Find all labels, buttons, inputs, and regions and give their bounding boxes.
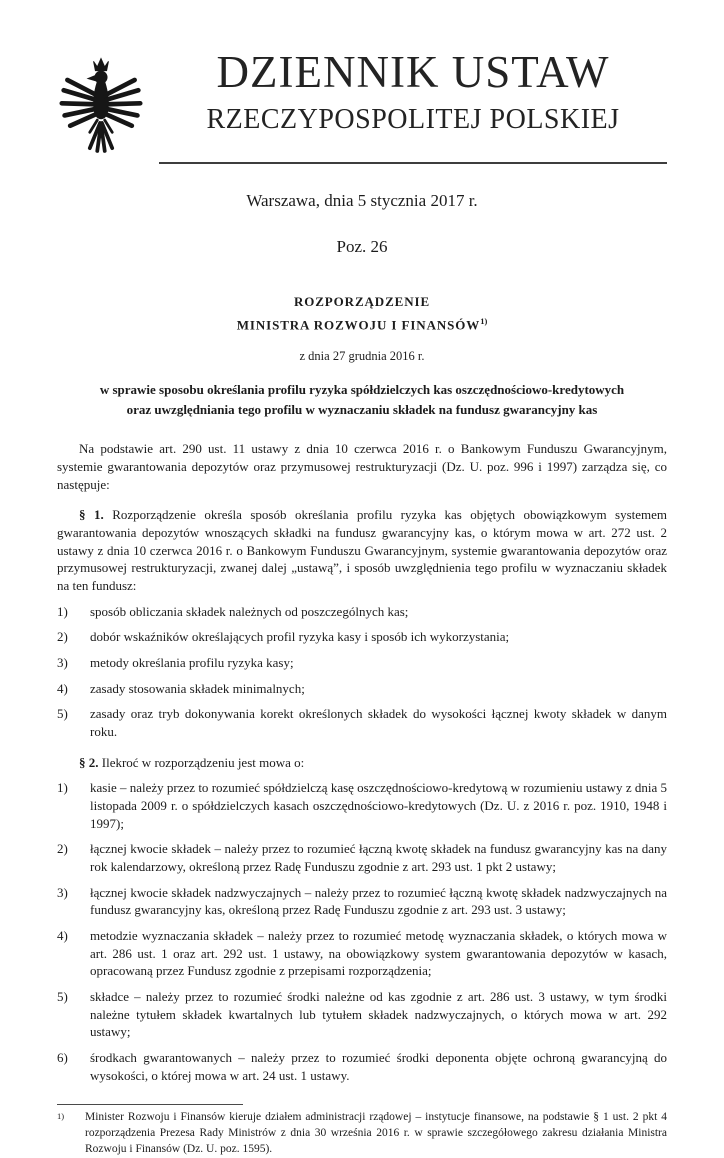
list-item-text: metodzie wyznaczania składek – należy przez to rozumieć metodę wyznaczania składek, o których mowa w art. 286 ust. 1 oraz art. 292 ust. 1 ustawy, na obowiązkowy system gwarantowania depozytów w kasach, opracowaną przez Fundusz zgodnie z przepisami rozporządzenia; bbox=[90, 928, 667, 979]
footnote-section bbox=[57, 1104, 667, 1158]
list-item bbox=[57, 988, 667, 1041]
paragraph-1 bbox=[57, 506, 667, 594]
list-item-text: składce – należy przez to rozumieć środki należne od kas zgodnie z art. 286 ust. 3 ustawy, w tym środki należne tytułem składek kwartalnych lub tytułem składek nadzwyczajnych, o których mowa w art. 292 ustawy; bbox=[90, 989, 667, 1040]
list-item bbox=[57, 680, 667, 698]
list-item-number: 1) bbox=[57, 603, 68, 619]
masthead-titles bbox=[159, 47, 667, 164]
list-item-text: metody określania profilu ryzyka kasy; bbox=[90, 655, 294, 671]
list-item-number: 3) bbox=[57, 884, 68, 900]
list-item bbox=[57, 927, 667, 980]
list-item-number: 2) bbox=[57, 629, 68, 645]
list-item-text: łącznej kwocie składek – należy przez to rozumieć łączną kwotę składek na fundusz gwarancyjny kas na dany rok kalendarzowy, określoną przez Radę Funduszu zgodnie z art. 293 ust. 1 pkt 2 ustawy; bbox=[90, 841, 667, 875]
paragraph-1-list bbox=[57, 603, 667, 741]
act-subject-line-2: oraz uwzględniania tego profilu w wyznaczaniu składek na fundusz gwarancyjny kas bbox=[126, 401, 598, 417]
eagle-icon bbox=[59, 52, 143, 164]
act-subject-line-1: w sprawie sposobu określania profilu ryzyka spółdzielczych kas oszczędnościowo-kredytowych bbox=[99, 382, 625, 398]
act-type-heading: ROZPORZĄDZENIE bbox=[293, 294, 431, 309]
list-item-number: 4) bbox=[57, 680, 68, 696]
list-item-text: łącznej kwocie składek nadzwyczajnych – należy przez to rozumieć łączną kwotę składek nadzwyczajnych na fundusz gwarancyjny kas, określoną przez Radę Funduszu zgodnie z art. 293 ust. 3 ustawy; bbox=[90, 884, 667, 918]
list-item-number: 2) bbox=[57, 841, 68, 857]
paragraph-2-text: Ilekroć w rozporządzeniu jest mowa o: bbox=[101, 754, 305, 770]
list-item-text: środkach gwarantowanych – należy przez to rozumieć środki deponenta objęte ochroną gwarancyjną do wysokości, o której mowa w art. 24 ust. 1 ustawy. bbox=[90, 1050, 667, 1083]
paragraph-2-label: § 2. bbox=[79, 754, 99, 770]
list-item-number: 5) bbox=[57, 706, 68, 722]
list-item-number: 3) bbox=[57, 655, 68, 671]
journal-subtitle: RZECZYPOSPOLITEJ POLSKIEJ bbox=[206, 103, 620, 135]
list-item bbox=[57, 654, 667, 672]
list-item bbox=[57, 779, 667, 832]
list-item-text: zasady oraz tryb dokonywania korekt określonych składek do wysokości łącznej kwoty składek w danym roku. bbox=[90, 706, 667, 740]
footnote-marker: 1) bbox=[57, 1111, 65, 1122]
list-item-number: 5) bbox=[57, 989, 68, 1005]
footnote-text: Minister Rozwoju i Finansów kieruje działem administracji rządowej – instytucje finansowe, na podstawie § 1 ust. 2 pkt 4 rozporządzenia Prezesa Rady Ministrów z dnia 30 września 2016 r. w sprawie szczegółowego zakresu działania Ministra Rozwoju i Finansów (Dz. U. poz. 1595). bbox=[85, 1111, 667, 1156]
list-item bbox=[57, 840, 667, 875]
list-item bbox=[57, 628, 667, 646]
list-item-number: 6) bbox=[57, 1050, 68, 1066]
act-issuer-heading bbox=[57, 316, 667, 333]
list-item bbox=[57, 705, 667, 740]
footnote-rule bbox=[57, 1104, 243, 1105]
footnote-reference: 1) bbox=[480, 316, 488, 326]
list-item-text: sposób obliczania składek należnych od poszczególnych kas; bbox=[90, 603, 409, 619]
paragraph-2 bbox=[57, 754, 667, 772]
list-item-text: zasady stosowania składek minimalnych; bbox=[90, 680, 305, 696]
list-item-text: dobór wskaźników określających profil ryzyka kasy i sposób ich wykorzystania; bbox=[90, 629, 510, 645]
paragraph-1-label: § 1. bbox=[79, 507, 104, 523]
act-issuer-name: MINISTRA ROZWOJU I FINANSÓW bbox=[236, 317, 481, 333]
paragraph-2-list bbox=[57, 779, 667, 1084]
list-item-text: kasie – należy przez to rozumieć spółdzielczą kasę oszczędnościowo-kredytową w rozumieniu ustawy z dnia 5 listopada 2009 r. o spółdzielczych kasach oszczędnościowo-kredytowych (Dz. U. z 2016 r. poz. 1910, 1948 i 1997); bbox=[90, 780, 667, 831]
place-date-line: Warszawa, dnia 5 stycznia 2017 r. bbox=[246, 191, 478, 210]
footnote-item bbox=[57, 1110, 667, 1158]
polish-eagle-emblem bbox=[57, 50, 145, 164]
act-subject bbox=[57, 380, 667, 419]
list-item bbox=[57, 884, 667, 919]
list-item-number: 1) bbox=[57, 780, 68, 796]
act-date-line: z dnia 27 grudnia 2016 r. bbox=[299, 349, 425, 364]
list-item bbox=[57, 603, 667, 621]
masthead bbox=[57, 47, 667, 164]
journal-title: DZIENNIK USTAW bbox=[216, 47, 610, 97]
position-number: Poz. 26 bbox=[336, 237, 388, 256]
paragraph-1-text: Rozporządzenie określa sposób określania profilu ryzyka kas objętych obowiązkowym systemem gwarantowania depozytów wnoszących składki na fundusz gwarancyjny kas, o którym mowa w art. 272 ust. 2 ustawy z dnia 10 czerwca 2016 r. o Bankowym Funduszu Gwarancyjnym, systemie gwarantowania depozytów oraz przymusowej restrukturyzacji, zwanej dalej „ustawą”, i sposób uwzględnienia tego profilu w wyznaczaniu składek na ten fundusz: bbox=[57, 507, 668, 594]
list-item-number: 4) bbox=[57, 928, 68, 944]
preamble-paragraph: Na podstawie art. 290 ust. 11 ustawy z dnia 10 czerwca 2016 r. o Bankowym Funduszu Gwarancyjnym, systemie gwarantowania depozytów oraz przymusowej restrukturyzacji (Dz. U. poz. 996 i 1997) zarządza się, co następuje: bbox=[57, 441, 667, 492]
list-item bbox=[57, 1049, 667, 1084]
